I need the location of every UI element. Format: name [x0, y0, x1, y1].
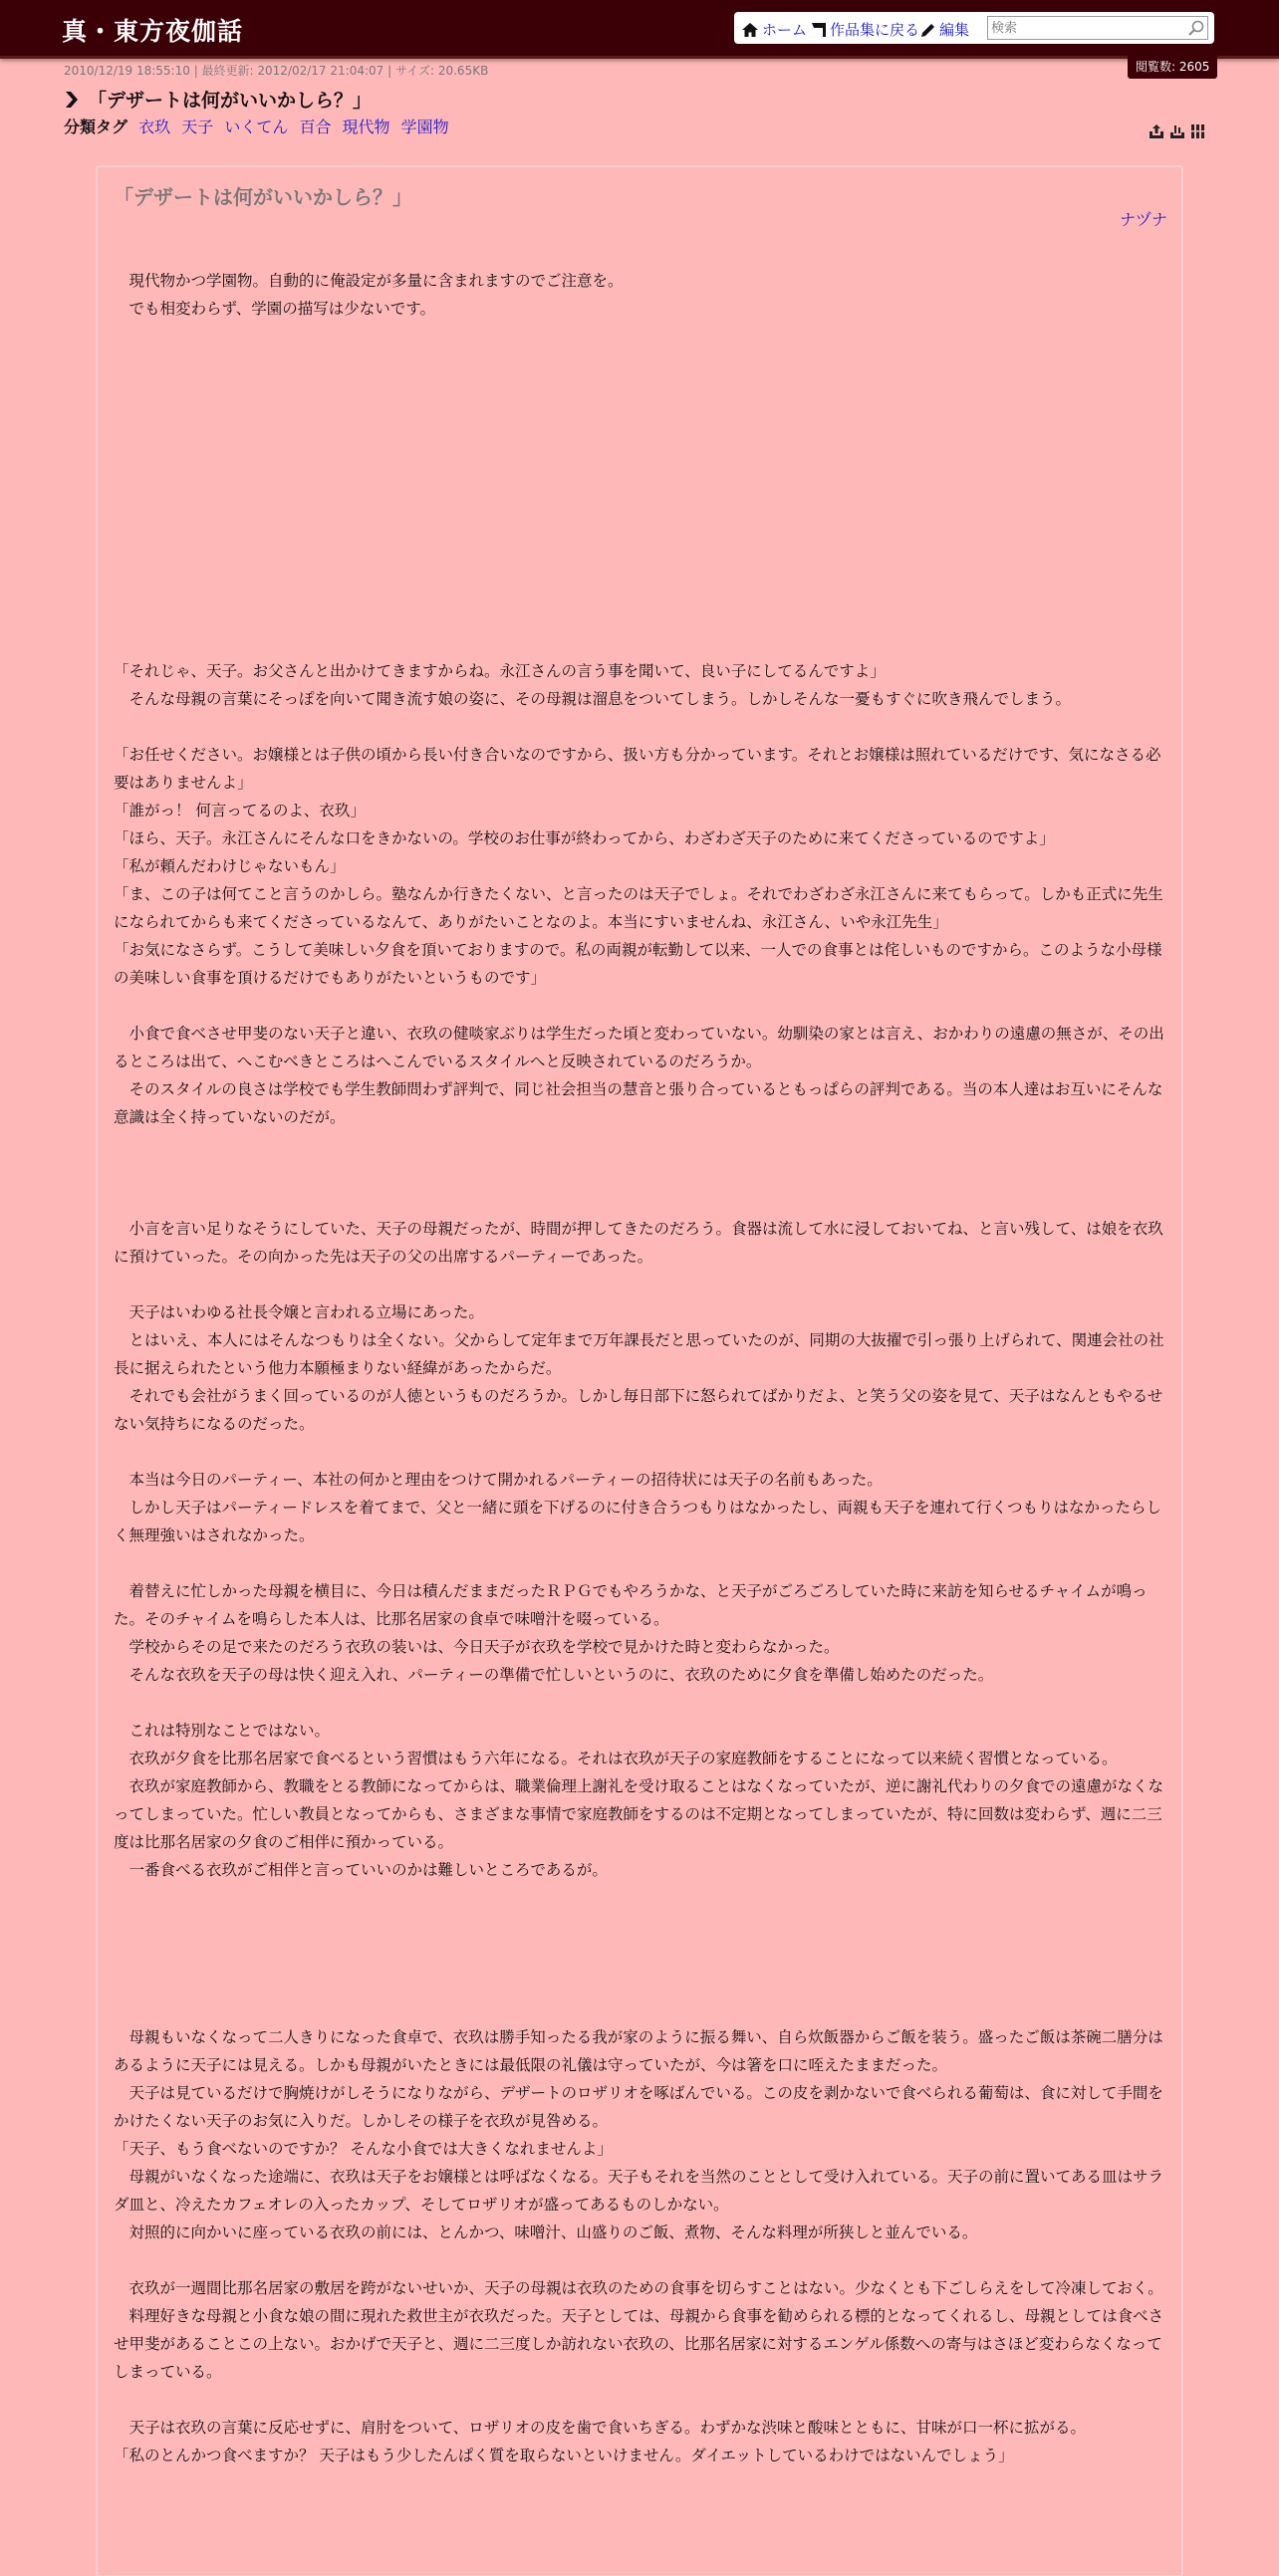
body-paragraph: [114, 629, 1167, 657]
body-paragraph: 「お気になさらず。こうして美味しい夕食を頂いておりますので。私の両親が転勤して以来、一人での食事とは侘しいものですから。このような小母様の美味しい食事を頂けるだけでもありがたいというものです」: [114, 941, 1162, 987]
share-icons: [1149, 123, 1206, 139]
body-paragraph: とはいえ、本人にはそんなつもりは全くない。父からして定年まで万年課長だと思っていたのが、同期の大抜擢で引っ張り上げられて、関連会社の社長に据えられたという他力本願極まりない経緯があったからだ。: [114, 1331, 1164, 1377]
site-title[interactable]: 真・東方夜伽話: [62, 17, 244, 46]
edit-link[interactable]: [921, 19, 969, 40]
body-paragraph: 衣玖が一週間比那名居家の敷居を跨がないせいか、天子の母親は衣玖のための食事を切らすことはない。少なくとも下ごしらえをして冷凍しておく。: [114, 2279, 1163, 2297]
tag-link[interactable]: 天子: [181, 117, 214, 136]
body-paragraph: [114, 323, 1167, 351]
body-paragraph: [114, 1549, 1167, 1577]
body-paragraph: これは特別なことではない。: [114, 1722, 331, 1740]
body-paragraph: [114, 2246, 1167, 2274]
back-to-collection-link[interactable]: [812, 19, 919, 40]
body-paragraph: [114, 1187, 1167, 1215]
body-paragraph: [114, 518, 1167, 546]
tags-label: 分類タグ: [64, 117, 128, 136]
body-paragraph: 「私が頼んだわけじゃないもん」: [114, 857, 346, 875]
tag-link[interactable]: いくてん: [224, 117, 289, 136]
body-paragraph: 対照的に向かいに座っている衣玖の前には、とんかつ、味噌汁、山盛りのご飯、煮物、そんな料理が所狭しと並んでいる。: [114, 2224, 978, 2241]
body-paragraph: [114, 1968, 1167, 1995]
back-arrow-icon: [812, 23, 826, 37]
body-paragraph: 「天子、もう食べないのですか？ そんな小食では大きくなれませんよ」: [114, 2140, 613, 2158]
tag-link[interactable]: 衣玖: [138, 117, 171, 136]
body-paragraph: [114, 713, 1167, 741]
pencil-icon: [921, 23, 935, 37]
body-paragraph: 「お任せください。お嬢様とは子供の頃から長い付き合いなのですから、扱い方も分かっています。それとお嬢様は照れているだけです、気になさる必要はありませんよ」: [114, 746, 1161, 792]
body-paragraph: [114, 406, 1167, 434]
author-link[interactable]: ナヅナ: [1120, 210, 1167, 229]
body-paragraph: [114, 601, 1167, 629]
body-paragraph: 「誰がっ！ 何言ってるのよ、衣玖」: [114, 802, 366, 820]
bookmark-share-icon[interactable]: [1169, 123, 1185, 139]
body-paragraph: [114, 1271, 1167, 1298]
story-panel: [97, 166, 1182, 2576]
body-paragraph: 天子はいわゆる社長令嬢と言われる立場にあった。: [114, 1303, 484, 1321]
body-paragraph: [114, 1912, 1167, 1940]
body-paragraph: [114, 1159, 1167, 1187]
body-paragraph: [114, 1995, 1167, 2023]
body-paragraph: そのスタイルの良さは学校でも学生教師問わず評判で、同じ社会担当の慧音と張り合っているともっぱらの評判である。当の本人達はお互いにそんな意識は全く持っていないのだが。: [114, 1080, 1163, 1126]
story-title: 「デザートは何がいいかしら？」: [114, 185, 412, 209]
body-paragraph: 本当は今日のパーティー、本社の何かと理由をつけて開かれるパーティーの招待状には天子の名前もあった。: [114, 1471, 883, 1489]
nav-box: [734, 12, 1214, 44]
tag-link[interactable]: 現代物: [342, 117, 390, 136]
body-paragraph: 「私のとんかつ食べますか？ 天子はもう少したんぱく質を取らないといけません。ダイエットしているわけではないんでしょう」: [114, 2447, 1014, 2464]
tag-link[interactable]: 学園物: [400, 117, 449, 136]
body-paragraph: 「それじゃ、天子。お父さんと出かけてきますからね。永江さんの言う事を聞いて、良い子にしてるんですよ」: [114, 662, 886, 680]
body-paragraph: そんな母親の言葉にそっぽを向いて聞き流す娘の姿に、その母親は溜息をついてしまう。しかしそんな一憂もすぐに吹き飛んでしまう。: [114, 690, 1072, 708]
search-input[interactable]: [991, 19, 1180, 39]
body-paragraph: 衣玖が夕食を比那名居家で食べるという習慣はもう六年になる。それは衣玖が天子の家庭教師をすることになって以来続く習慣となっている。: [114, 1750, 1118, 1767]
body-paragraph: 一番食べる衣玖がご相伴と言っていいのかは難しいところであるが。: [114, 1861, 608, 1879]
body-paragraph: しかし天子はパーティードレスを着てまで、父と一緒に頭を下げるのに付き合うつもりはなかったし、両親も天子を連れて行くつもりはなかったらしく無理強いはされなかった。: [114, 1499, 1161, 1544]
home-link[interactable]: [742, 19, 807, 40]
edit-label: 編集: [939, 21, 970, 39]
search-box: [987, 16, 1208, 40]
home-icon: [742, 23, 758, 37]
body-paragraph: 小言を言い足りなそうにしていた、天子の母親だったが、時間が押してきたのだろう。食器は流して水に浸しておいてね、と言い残して、は娘を衣玖に預けていった。その向かった先は天子の父の出席するパーティーであった。: [114, 1220, 1163, 1266]
body-paragraph: [114, 462, 1167, 490]
body-paragraph: 小食で食べさせ甲斐のない天子と違い、衣玖の健啖家ぶりは学生だった頃と変わっていない。幼馴染の家とは言え、おかわりの遠慮の無さが、その出るところは出て、へこむべきところはへこんでいるスタイルへと反映されているのだろうか。: [114, 1025, 1164, 1070]
body-paragraph: [114, 1689, 1167, 1717]
post-meta: 2010/12/19 18:55:10 | 最終更新: 2012/02/17 21:04:07 | サイズ: 20.65KB: [64, 64, 489, 78]
body-paragraph: [114, 574, 1167, 601]
body-paragraph: でも相変わらず、学園の描写は少ないです。: [114, 300, 436, 318]
body-paragraph: [114, 378, 1167, 406]
top-bar: [0, 0, 1279, 59]
body-paragraph: 天子は衣玖の言葉に反応せずに、肩肘をついて、ロザリオの皮を歯で食いちぎる。わずかな渋味と酸味とともに、甘味が口一杯に拡がる。: [114, 2419, 1087, 2437]
body-paragraph: 現代物かつ学園物。自動的に俺設定が多量に含まれますのでご注意を。: [114, 272, 624, 290]
body-paragraph: それでも会社がうまく回っているのが人徳というものだろうか。しかし毎日部下に怒られてばかりだよ、と笑う父の姿を見て、天子はなんともやるせない気持ちになるのだった。: [114, 1387, 1163, 1433]
body-paragraph: 着替えに忙しかった母親を横目に、今日は積んだままだったＲＰＧでもやろうかな、と天子がごろごろしていた時に来訪を知らせるチャイムが鳴った。そのチャイムを鳴らした本人は、比那名居家の食卓で味噌汁を啜っている。: [114, 1582, 1148, 1628]
home-label: ホーム: [762, 21, 808, 39]
columns-icon[interactable]: [1190, 123, 1206, 139]
body-paragraph: 天子は見ているだけで胸焼けがしそうになりながら、デザートのロザリオを啄ばんでいる。この皮を剥かないで食べられる葡萄は、食に対して手間をかけたくない天子のお気に入りだ。しかしその様子を衣玖が見咎める。: [114, 2084, 1163, 2130]
body-paragraph: 学校からその足で来たのだろう衣玖の装いは、今日天子が衣玖を学校で見かけた時と変わらなかった。: [114, 1638, 840, 1656]
body-paragraph: [114, 546, 1167, 574]
body-paragraph: [114, 1438, 1167, 1466]
body-paragraph: 衣玖が家庭教師から、教職をとる教師になってからは、職業倫理上謝礼を受け取ることはなくなっていたが、逆に謝礼代わりの夕食での遠慮がなくなってしまっていた。忙しい教員となってからも、さまざまな事情で家庭教師をするのは不定期となってしまっていたが、特に回数は変わらず、週に二三度は比那名居家の夕食のご相伴に預かっている。: [114, 1777, 1164, 1851]
body-paragraph: [114, 1884, 1167, 1912]
body-paragraph: [114, 434, 1167, 462]
body-paragraph: そんな衣玖を天子の母は快く迎え入れ、パーティーの準備で忙しいというのに、衣玖のために夕食を準備し始めたのだった。: [114, 1666, 994, 1684]
body-paragraph: 料理好きな母親と小食な娘の間に現れた救世主が衣玖だった。天子としては、母親から食事を勧められる標的となってくれるし、母親としては食べさせ甲斐があることこの上ない。おかげで天子と、週に二三度しか訪れない衣玖の、比那名居家に対するエンゲル係数への寄与はさほど変わらなくなってしまっている。: [114, 2307, 1164, 2381]
body-paragraph: 母親がいなくなった途端に、衣玖は天子をお嬢様とは呼ばなくなる。天子もそれを当然のこととして受け入れている。天子の前に置いてある皿はサラダ皿と、冷えたカフェオレの入ったカップ、そしてロザリオが盛ってあるものしかない。: [114, 2168, 1164, 2214]
work-heading: [64, 86, 372, 113]
body-paragraph: [114, 992, 1167, 1020]
body-paragraph: [114, 1940, 1167, 1968]
body-paragraph: [114, 490, 1167, 518]
work-title: 「デザートは何がいいかしら？」: [88, 90, 373, 112]
body-paragraph: [114, 2386, 1167, 2414]
story-body: [114, 267, 1167, 2469]
body-paragraph: [114, 351, 1167, 378]
chevron-right-icon: [64, 91, 80, 109]
share-icon[interactable]: [1149, 123, 1164, 139]
tag-list: [64, 115, 455, 137]
body-paragraph: 母親もいなくなって二人きりになった食卓で、衣玖は勝手知ったる我が家のように振る舞い、自ら炊飯器からご飯を装う。盛ったご飯は茶碗二膳分はあるように天子には見える。しかも母親がいたときには最低限の礼儀は守っていたが、今は箸を口に咥えたままだった。: [114, 2028, 1163, 2074]
back-label: 作品集に戻る: [830, 21, 920, 39]
body-paragraph: [114, 1131, 1167, 1159]
tag-link[interactable]: 百合: [299, 117, 332, 136]
view-count-badge: 閲覧数: 2605: [1128, 55, 1217, 79]
search-icon[interactable]: [1188, 20, 1204, 36]
body-paragraph: 「ま、この子は何てこと言うのかしら。塾なんか行きたくない、と言ったのは天子でしょ。それでわざわざ永江さんに来てもらって。しかも正式に先生になられてからも来てくださっているなんて、ありがたいことなのよ。本当にすいませんね、永江さん、いや永江先生」: [114, 885, 1163, 931]
body-paragraph: 「ほら、天子。永江さんにそんな口をきかないの。学校のお仕事が終わってから、わざわざ天子のために来てくださっているのですよ」: [114, 829, 1055, 847]
